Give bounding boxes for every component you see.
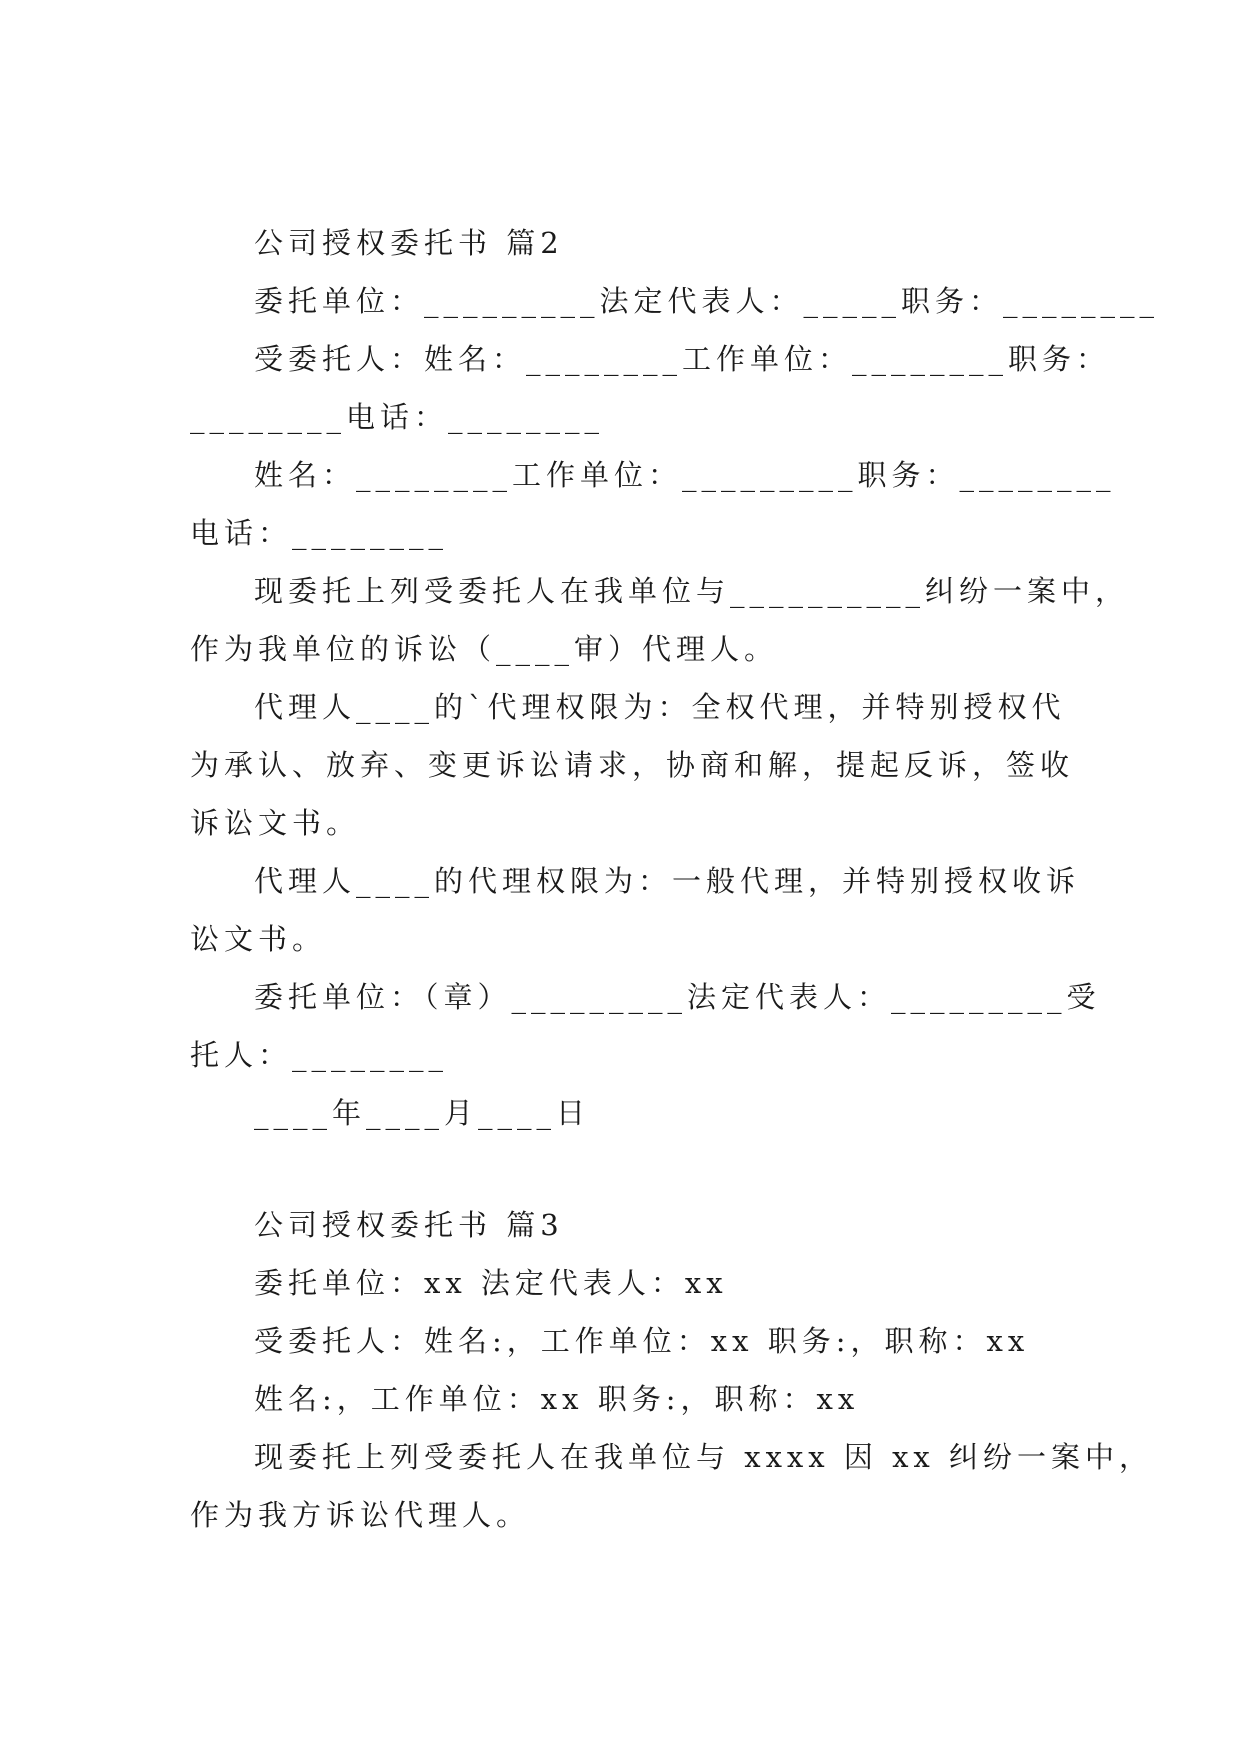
section2-authority2-line: 代理人____的代理权限为：一般代理，并特别授权收诉 xyxy=(254,864,1081,898)
section2-authority2-line-cont: 讼文书。 xyxy=(190,922,327,956)
section2-case-line: 现委托上列受委托人在我单位与__________纠纷一案中， xyxy=(254,574,1130,608)
section2-signature-line-cont: 托人：________ xyxy=(190,1038,449,1072)
section2-agent2-line-cont: 电话：________ xyxy=(190,516,449,550)
section2-authority1-line-cont: 为承认、放弃、变更诉讼请求，协商和解，提起反诉，签收 xyxy=(190,748,1075,782)
section2-entrusting-unit-line: 委托单位：_________法定代表人：_____职务：________ xyxy=(254,284,1160,318)
section2-title: 公司授权委托书 篇2 xyxy=(254,226,564,260)
section2-authority1-line: 代理人____的`代理权限为：全权代理，并特别授权代 xyxy=(254,690,1066,724)
section2-agent1-line-cont: ________电话：________ xyxy=(190,400,605,434)
section3-agent2-line: 姓名:，工作单位：xx 职务:，职称：xx xyxy=(254,1382,860,1416)
section2-signature-line: 委托单位：（章）_________法定代表人：_________受 xyxy=(254,980,1101,1014)
section2-agent2-line: 姓名：________工作单位：_________职务：________ xyxy=(254,458,1116,492)
section3-title: 公司授权委托书 篇3 xyxy=(254,1208,564,1242)
section3-entrusting-unit-line: 委托单位：xx 法定代表人：xx xyxy=(254,1266,728,1300)
section3-case-line-cont: 作为我方诉讼代理人。 xyxy=(190,1498,531,1532)
section2-agent1-line: 受委托人：姓名：________工作单位：________职务： xyxy=(254,342,1111,376)
section3-agent1-line: 受委托人：姓名:，工作单位：xx 职务:，职称：xx xyxy=(254,1324,1030,1358)
section2-case-line-cont: 作为我单位的诉讼（____审）代理人。 xyxy=(190,632,779,666)
section3-case-line: 现委托上列受委托人在我单位与 xxxx 因 xx 纠纷一案中， xyxy=(254,1440,1154,1474)
section2-date-line: ____年____月____日 xyxy=(254,1096,591,1130)
section2-authority1-line-end: 诉讼文书。 xyxy=(190,806,361,840)
